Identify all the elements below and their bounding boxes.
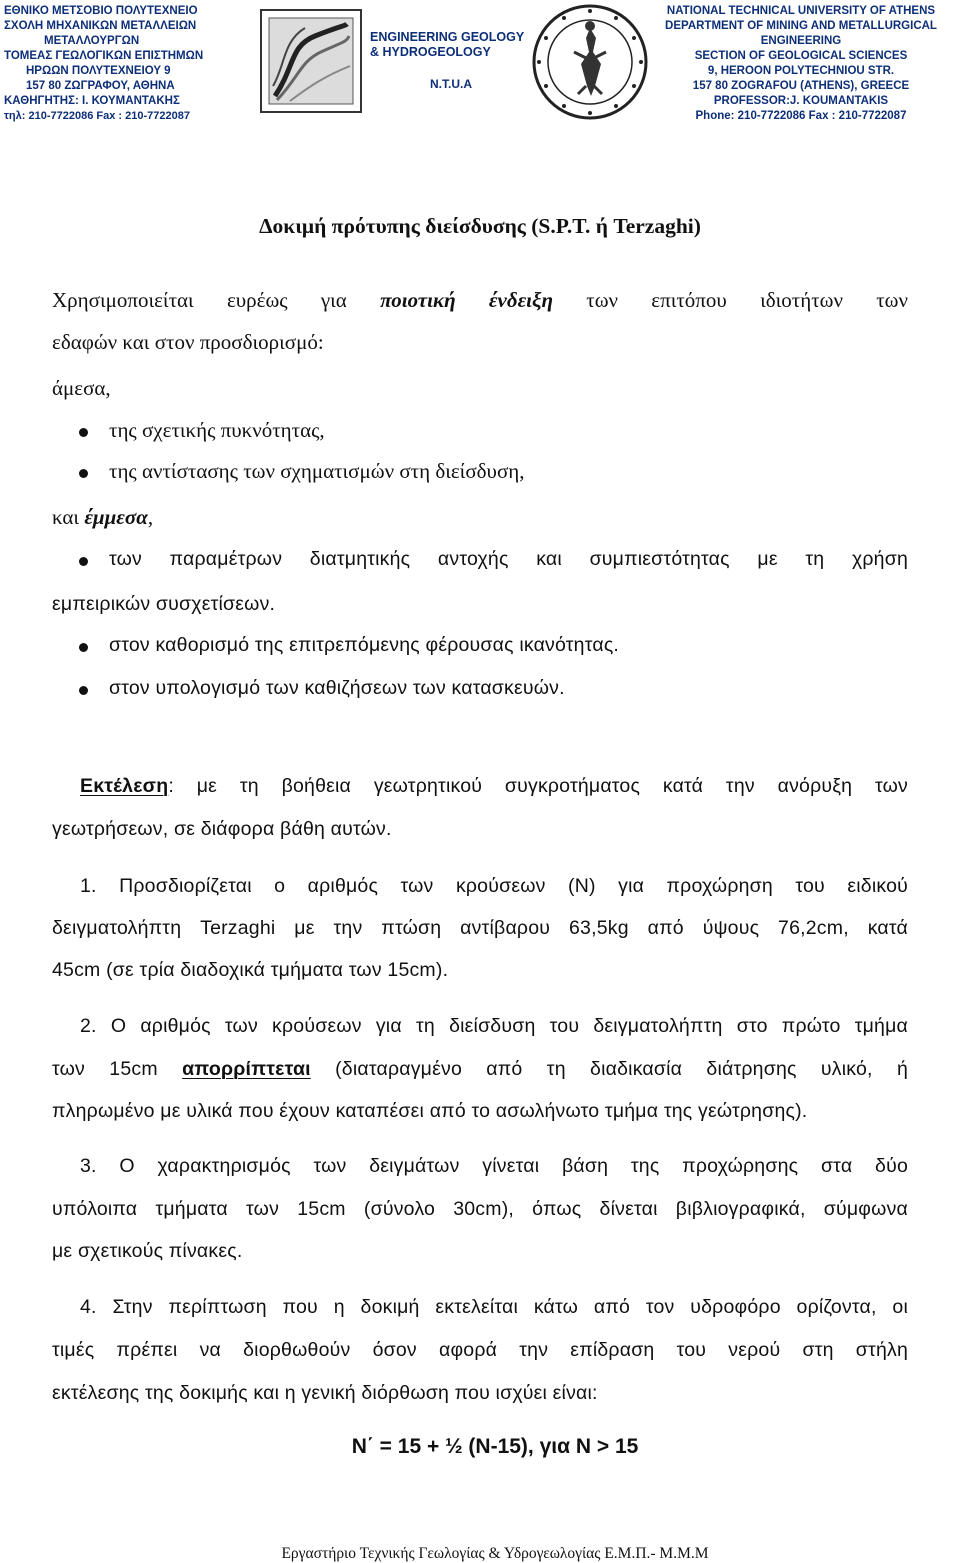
step-4-line: τιμές πρέπει να διορθωθούν όσον αφορά την επίδραση του νερού στη στήλη [52,1339,908,1361]
letterhead-greek-line: 157 80 ΖΩΓΡΑΦΟΥ, ΑΘΗΝΑ [26,80,175,92]
letterhead-english-line: Phone: 210-7722086 Fax : 210-7722087 [695,110,907,122]
letterhead-greek-line: ΗΡΩΩΝ ΠΟΛΥΤΕΧΝΕΙΟΥ 9 [26,65,171,77]
letterhead-english [646,4,956,124]
bullet-dot-icon [79,643,88,652]
letterhead-english-line: 9, HEROON POLYTECHNIOU STR. [707,65,895,77]
correction-formula: N΄ = 15 + ½ (N-15), για N > 15 [351,1435,639,1458]
step-2-text: (διαταραγμένο από τη διαδικασία διάτρησης υλικό, ή [310,1058,908,1080]
list-item: των παραμέτρων διατμητικής αντοχής και συμπιεστότητας με τη χρήση [109,548,908,570]
bullet-dot-icon [79,428,88,437]
direct-label: άμεσα, [52,376,111,400]
letterhead-english-line: ENGINEERING [760,35,842,47]
indirect-label-text: , [147,505,154,529]
indirect-label-text: και [52,505,85,529]
execution-line-2: γεωτρήσεων, σε διάφορα βάθη αυτών. [52,818,392,840]
ntua-seal-icon [530,2,650,122]
bullet-dot-icon [79,686,88,695]
letterhead-greek-line: ΕΘΝΙΚΟ ΜΕΤΣΟΒΙΟ ΠΟΛΥΤΕΧΝΕΙΟ [4,5,198,17]
step-2-line: πληρωμένο με υλικά που έχουν καταπέσει από το ασωλήνωτο τμήμα της γεώτρησης). [52,1100,808,1122]
list-item: στον υπολογισμό των καθιζήσεων των κατασκευών. [109,677,565,699]
execution-line [80,775,908,798]
letterhead-english-line: SECTION OF GEOLOGICAL SCIENCES [694,50,908,62]
intro-emphasis: ποιοτική ένδειξη [380,288,553,312]
letterhead [0,0,960,125]
engineering-geology-title [370,30,524,60]
step-1-line: 45cm (σε τρία διαδοχικά τμήματα των 15cm). [52,959,449,981]
step-2-text: των 15cm [52,1058,183,1080]
letterhead-greek-line: ΣΧΟΛΗ ΜΗΧΑΝΙΚΩΝ ΜΕΤΑΛΛΕΙΩΝ [4,20,197,32]
intro-text: των επιτόπου ιδιοτήτων των [552,288,908,312]
indirect-label [52,505,908,530]
bullet-dot-icon [79,557,88,566]
step-3-line: με σχετικούς πίνακες. [52,1240,243,1262]
page-footer: Εργαστήριο Τεχνικής Γεωλογίας & Υδρογεωλογίας Ε.Μ.Π.- Μ.Μ.Μ [281,1545,709,1562]
engineering-geology-title-line: & HYDROGEOLOGY [370,45,491,59]
letterhead-greek-line: τηλ: 210-7722086 Fax : 210-7722087 [4,110,190,122]
step-4-line: εκτέλεσης της δοκιμής και η γενική διόρθωση που ισχύει είναι: [52,1382,598,1404]
letterhead-english-line: DEPARTMENT OF MINING AND METALLURGICAL [665,20,937,32]
ntua-label: N.T.U.A [430,77,472,91]
letterhead-english-line: 157 80 ZOGRAFOU (ATHENS), GREECE [692,80,910,92]
intro-line [52,288,908,313]
letterhead-greek-line: ΤΟΜΕΑΣ ΓΕΩΛΟΓΙΚΩΝ ΕΠΙΣΤΗΜΩΝ [4,50,204,62]
letterhead-english-line: NATIONAL TECHNICAL UNIVERSITY OF ATHENS [666,5,936,17]
execution-label: Εκτέλεση [80,775,169,797]
letterhead-greek-line: ΜΕΤΑΛΛΟΥΡΓΩΝ [44,35,140,47]
letterhead-english-line: PROFESSOR:J. KOUMANTAKIS [713,95,889,107]
document-title: Δοκιμή πρότυπης διείσδυσης (S.P.T. ή Terzaghi) [259,214,701,238]
list-item: στον καθορισμό της επιτρεπόμενης φέρουσας ικανότητας. [109,634,620,656]
engineering-geology-title-line: ENGINEERING GEOLOGY [370,30,525,44]
list-item: της αντίστασης των σχηματισμών στη διείσδυση, [109,459,525,483]
step-3-line: 3. Ο χαρακτηρισμός των δειγμάτων γίνεται βάση της προχώρησης στα δύο [80,1155,908,1177]
list-item-continued: εμπειρικών συσχετίσεων. [52,593,276,615]
bullet-dot-icon [79,469,88,478]
step-3-line: υπόλοιπα τμήματα των 15cm (σύνολο 30cm), όπως δίνεται βιβλιογραφικά, σύμφωνα [52,1198,908,1220]
letterhead-greek [4,4,244,124]
letterhead-greek-line: ΚΑΘΗΓΗΤΗΣ: Ι. ΚΟΥΜΑΝΤΑΚΗΣ [4,95,180,107]
step-4-line: 4. Στην περίπτωση που η δοκιμή εκτελείται κάτω από τον υδροφόρο ορίζοντα, οι [80,1296,908,1318]
indirect-emphasis: έμμεσα [84,505,148,529]
engineering-geology-logo-icon [255,6,370,116]
step-1-line: 1. Προσδιορίζεται ο αριθμός των κρούσεων (Ν) για προχώρηση του ειδικού [80,875,908,897]
list-item: της σχετικής πυκνότητας, [109,418,325,442]
intro-text: Χρησιμοποιείται ευρέως για [52,288,381,312]
execution-text: : με τη βοήθεια γεωτρητικού συγκροτήματος κατά την ανόρυξη των [168,775,908,797]
step-2-emphasis: απορρίπτεται [182,1058,311,1080]
step-2-line [52,1058,908,1081]
intro-line-2: εδαφών και στον προσδιορισμό: [52,330,324,354]
step-1-line: δειγματολήπτη Terzaghi με την πτώση αντίβαρου 63,5kg από ύψους 76,2cm, κατά [52,917,908,939]
step-2-line: 2. Ο αριθμός των κρούσεων για τη διείσδυση του δειγματολήπτη στο πρώτο τμήμα [80,1015,908,1037]
